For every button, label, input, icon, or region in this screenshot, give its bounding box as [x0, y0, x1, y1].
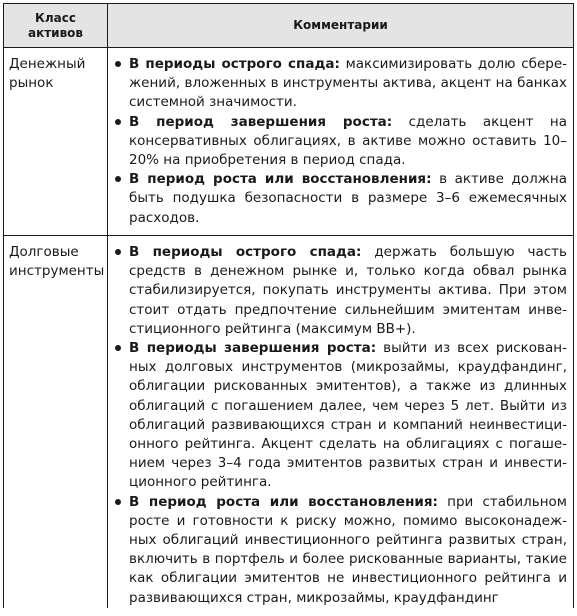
list-item [114, 493, 567, 608]
asset-class-table [3, 3, 574, 608]
item-text: максимизировать долю сбережений, вложенных в инструменты актива, акцент на банках системной значимости. [129, 56, 567, 111]
list-item [114, 339, 567, 493]
item-lead: В период завершения роста: [129, 113, 393, 130]
list-item [114, 113, 567, 171]
item-text: держать большую часть средств в денежном рынке и, только когда обвал рынка стабилизируется, покупать инструменты актива. При этом стоит отдать предпочтение сильнейшим эмитентам инвестиционного рейтинга (максимум BB+). [129, 244, 567, 337]
header-asset-class [4, 4, 108, 48]
bullet-icon [115, 345, 121, 351]
bullet-icon [115, 176, 121, 182]
asset-class-line1: Денежный [9, 56, 86, 72]
comment-list [114, 243, 567, 608]
header-asset-class-line1: Класс [35, 10, 76, 25]
header-comments: Комментарии [108, 4, 574, 48]
asset-class-line2: рынок [9, 75, 54, 91]
bullet-icon [115, 61, 121, 67]
asset-class-cell [4, 236, 108, 608]
item-lead: В периоды острого спада: [129, 56, 340, 72]
header-asset-class-line2: активов [27, 25, 84, 40]
table-row [4, 236, 574, 608]
header-row [4, 4, 574, 48]
bullet-icon [115, 119, 121, 125]
asset-class-cell [4, 48, 108, 236]
item-lead: В период роста или восстановления: [129, 171, 432, 188]
item-text: сделать акцент на консервативных облигациях, в активе можно оставить 10–20% на приобретения в период спада. [129, 113, 567, 169]
table-row [4, 48, 574, 236]
comment-list [114, 55, 567, 228]
comments-cell [108, 48, 574, 236]
item-lead: В период роста или восстановления: [129, 493, 438, 510]
item-lead: В периоды завершения роста: [129, 340, 377, 357]
asset-class-line1: Долговые [9, 244, 79, 260]
bullet-icon [115, 249, 121, 255]
list-item [114, 170, 567, 228]
comments-cell [108, 236, 574, 608]
list-item [114, 243, 567, 339]
item-text: в активе должна быть подушка безопасности в размере 3–6 ежемесячных расходов. [129, 171, 567, 226]
list-item [114, 55, 567, 113]
bullet-icon [115, 499, 121, 505]
item-text: при стабильном росте и готовности к риску можно, помимо высоконадежных облигаций инвестиционного рейтинга развитых стран, включить в портфель и более рискованные варианты, такие как облигации эмитентов не инвестиционного рейтинга и развивающихся стран, микрозаймы, краудфандинг [129, 493, 567, 606]
item-lead: В периоды острого спада: [129, 244, 362, 260]
asset-class-line2: инструменты [9, 263, 105, 279]
item-text: выйти из всех рискованных долговых инструментов (микрозаймы, краудфандинг, облигации рискованных эмитентов), а также из длинных облигаций с погашением далее, чем через 5 лет. Выйти из облигаций развивающихся стран и компаний неинвестиционного рейтинга. Акцент сделать на облигациях с погашением через 3–4 года эмитентов развитых стран и инвестиционного рейтинга. [129, 340, 567, 491]
